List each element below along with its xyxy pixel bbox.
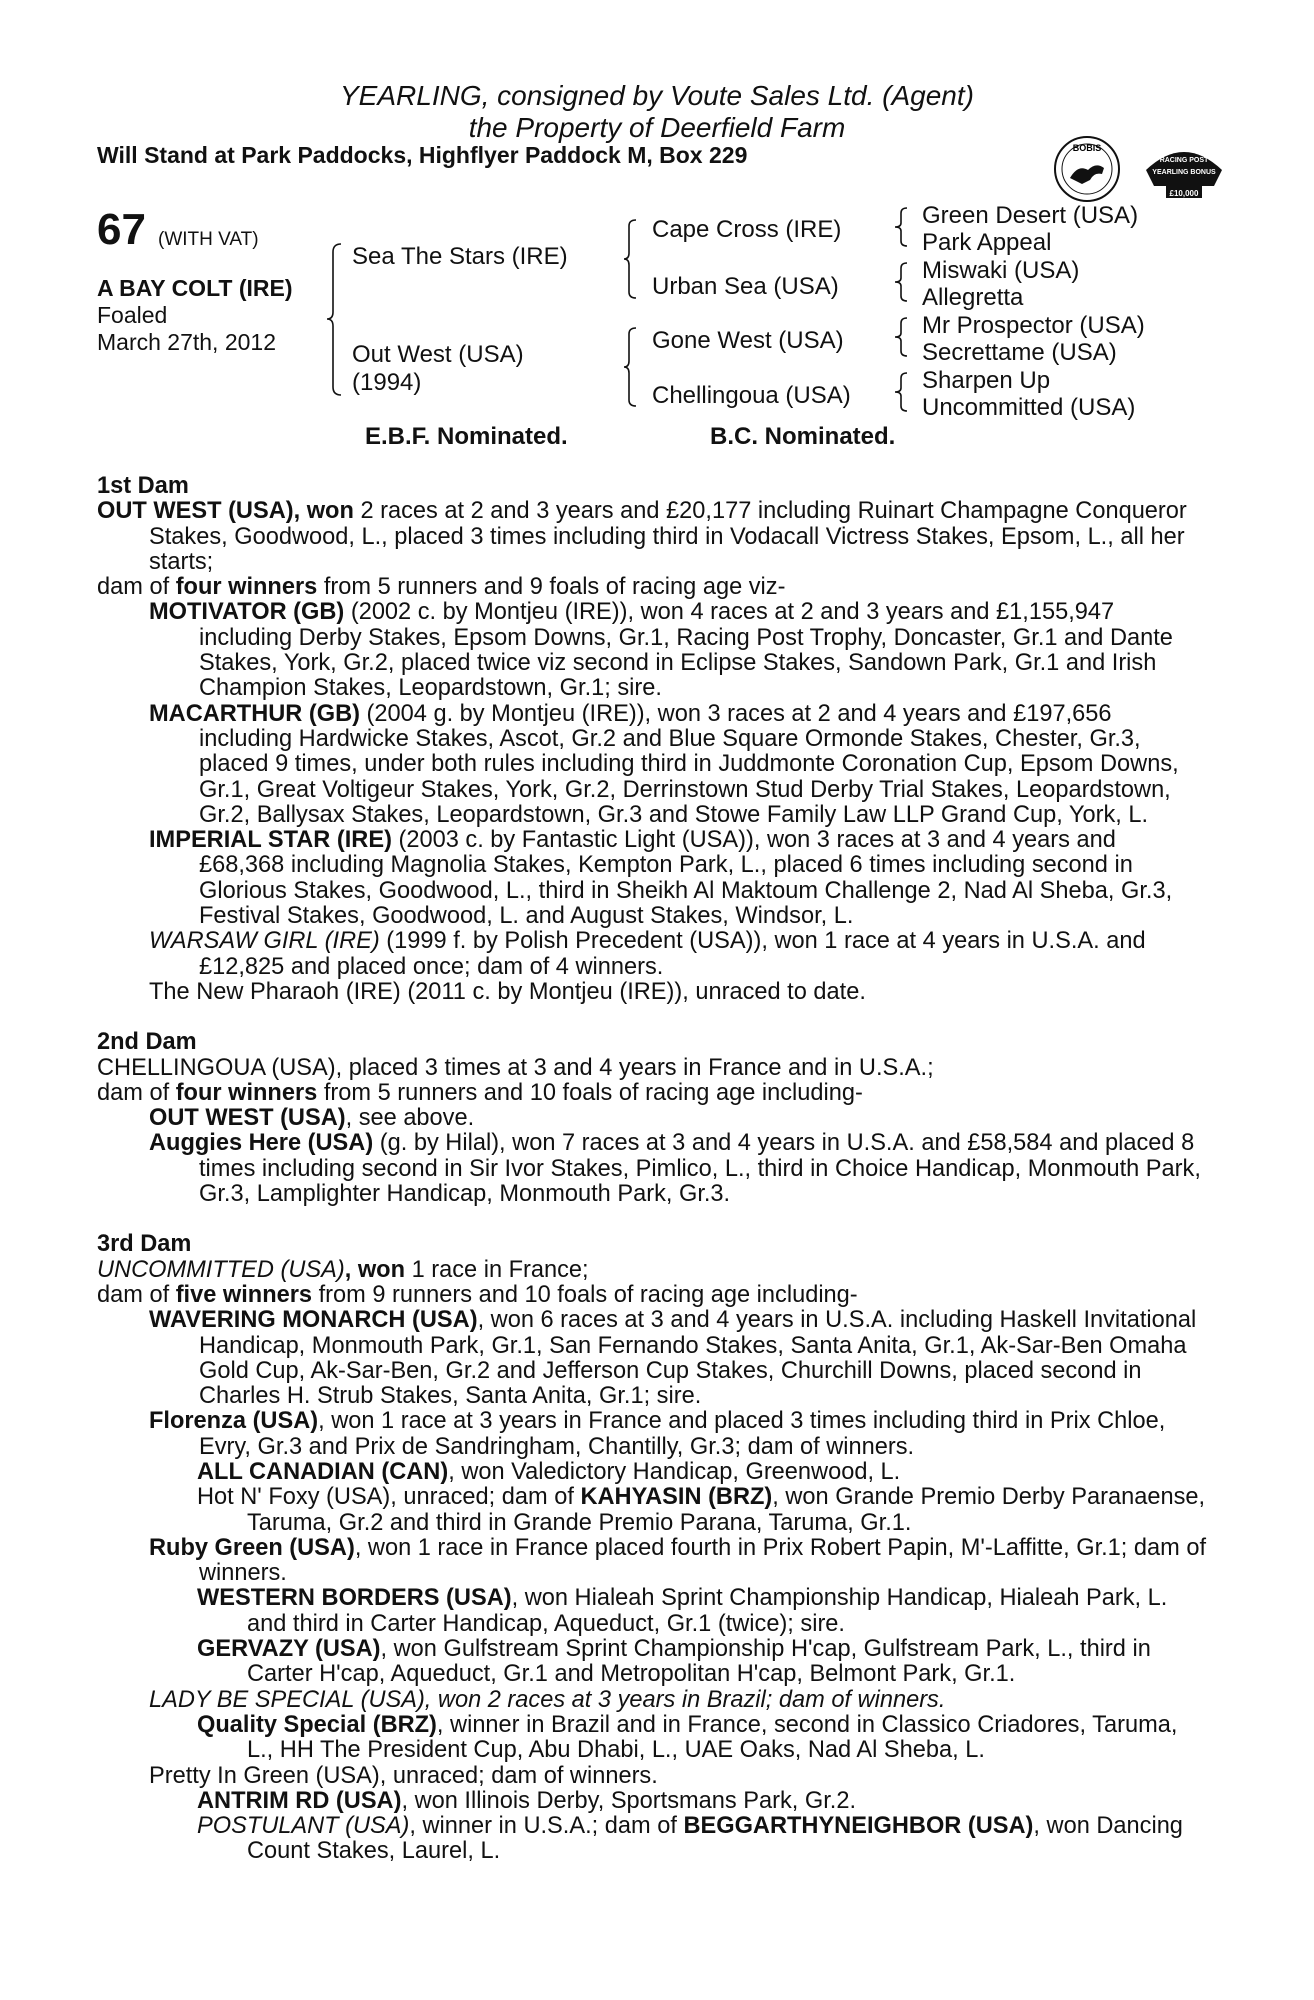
third-dam-intro-text: 1 race in France; [405,1256,589,1283]
entry-out-west [97,1106,1207,1131]
quality-special-text: , winner in Brazil and in France, second in Classico Criadores, Taruma, L., HH The President Cup, Abu Dhabi, L., UAE Oaks, Nad Al Sheba, L. [247,1711,1178,1764]
third-dam-name: UNCOMMITTED (USA) [97,1256,345,1283]
pedigree-brace-6 [893,316,913,358]
bc-nominated: B.C. Nominated. [710,423,896,450]
first-dam-dam-of: dam of [97,574,176,601]
pedigree-brace-3 [622,326,644,408]
first-dam-intro-text: 2 races at 2 and 3 years and £20,177 including Ruinart Champagne Conqueror Stakes, Goodwood, L., placed 3 times including third in Vodacall Victress Stakes, Epsom, L., all her starts; [149,498,1187,575]
consignor-line: YEARLING, consigned by Voute Sales Ltd. (Agent) [340,80,974,111]
pedigree-brace-4 [893,206,913,248]
pedigree-brace-7 [893,371,913,413]
antrim-rd-text: , won Illinois Derby, Sportsmans Park, Gr.2. [401,1787,857,1814]
ruby-green-text: , won 1 race in France placed fourth in Prix Robert Papin, M'-Laffitte, Gr.1; dam of winners. [199,1534,1207,1587]
pedigree-sss: Green Desert (USA) [922,202,1139,229]
second-dam-runners: from 5 runners and 10 foals of racing age including- [317,1079,863,1106]
property-line: the Property of Deerfield Farm [468,112,846,143]
motivator-text: (2002 c. by Montjeu (IRE)), won 4 races at 2 and 3 years and £1,155,947 including Derby Stakes, Epsom Downs, Gr.1, Racing Post Trophy, Doncaster, Gr.1 and Dante Stakes, York, Gr.2, placed twice viz second in Eclipse Stakes, Sandown Park, Gr.1 and Irish Champion Stakes, Leopardstown, Gr.1; sire. [199,599,1173,702]
florenza-name: Florenza (USA) [149,1408,319,1435]
first-dam-name: OUT WEST (USA), won [97,498,354,525]
entry-florenza [97,1409,1207,1460]
stand-location: Will Stand at Park Paddocks, Highflyer Paddock M, Box 229 [97,142,748,168]
foaled-label: Foaled [97,302,168,328]
entry-motivator [97,600,1207,701]
motivator-name: MOTIVATOR (GB) [149,599,345,626]
pedigree-brace-2 [622,218,644,300]
pedigree-sire-sire: Cape Cross (IRE) [652,216,842,243]
pedigree-brace-1 [325,242,349,397]
third-dam-produce-line [97,1283,1207,1308]
pedigree-dam-dam: Chellingoua (USA) [652,382,851,409]
entry-hot-n-foxy [97,1485,1207,1536]
entry-auggies-here [97,1131,1207,1207]
pedigree-dam: Out West (USA) [352,341,524,368]
entry-western-borders [97,1586,1207,1637]
pedigree-dss: Mr Prospector (USA) [922,312,1145,339]
third-dam-won: , won [344,1256,406,1283]
postulant-text: , winner in U.S.A.; dam of [409,1813,684,1840]
ruby-green-name: Ruby Green (USA) [149,1534,355,1561]
second-dam-produce-line [97,1081,1207,1106]
ebf-nominated: E.B.F. Nominated. [365,423,568,450]
pedigree-ddd: Uncommitted (USA) [922,394,1136,421]
all-canadian-name: ALL CANADIAN (CAN) [197,1458,449,1485]
macarthur-text: (2004 g. by Montjeu (IRE)), won 3 races at 2 and 4 years and £197,656 including Hardwicke Stakes, Ascot, Gr.2 and Blue Square Ormonde Stakes, Chester, Gr.3, placed 9 times, under both rules including third in Juddmonte Coronation Cup, Epsom Downs, Gr.1, Great Voltigeur Stakes, York, Gr.2, Derrinstown Stud Derby Trial Stakes, Leopardstown, Gr.2, Ballysax Stakes, Leopardstown, Gr.3 and Stowe Family Law LLP Grand Cup, York, L. [199,700,1179,828]
beggarthyneighbor-text: , won Dancing Count Stakes, Laurel, L. [247,1813,1183,1865]
foaled-date: March 27th, 2012 [97,329,277,355]
pedigree-sire-dam: Urban Sea (USA) [652,273,839,300]
entry-wavering-monarch [97,1308,1207,1409]
pedigree-dam-year: (1994) [352,369,422,396]
macarthur-name: MACARTHUR (GB) [149,700,360,727]
second-dam-intro: CHELLINGOUA (USA), placed 3 times at 3 and 4 years in France and in U.S.A.; [97,1054,934,1081]
entry-new-pharaoh: The New Pharaoh (IRE) (2011 c. by Montjeu (IRE)), unraced to date. [149,978,866,1005]
gervazy-text: , won Gulfstream Sprint Championship H'cap, Gulfstream Park, L., third in Carter H'cap, Aqueduct, Gr.1 and Metropolitan H'cap, Belmont Park, Gr.1. [247,1636,1151,1688]
entry-antrim-rd [97,1789,1207,1814]
pedigree-sire: Sea The Stars (IRE) [352,243,568,270]
pedigree-ssd: Park Appeal [922,229,1052,256]
first-dam-intro [97,499,1207,575]
beggarthyneighbor-name: BEGGARTHYNEIGHBOR (USA) [683,1813,1034,1840]
lot-number: 67 [97,205,146,254]
auggies-here-name: Auggies Here (USA) [149,1130,374,1157]
second-dam-dam-of: dam of [97,1079,176,1106]
entry-lady-be-special: LADY BE SPECIAL (USA), won 2 races at 3 years in Brazil; dam of winners. [149,1686,946,1713]
entry-imperial-star [97,828,1207,929]
western-borders-text: , won Hialeah Sprint Championship Handicap, Hialeah Park, L. and third in Carter Handicap, Aqueduct, Gr.1 (twice); sire. [247,1585,1168,1637]
out-west-name: OUT WEST (USA) [149,1105,346,1132]
pedigree-sdd: Allegretta [922,284,1024,311]
pedigree-dds: Sharpen Up [922,367,1051,394]
out-west-text: , see above. [345,1105,475,1132]
warsaw-girl-text: (1999 f. by Polish Precedent (USA)), won 1 race at 4 years in U.S.A. and £12,825 and placed once; dam of 4 winners. [199,928,1146,980]
pedigree-brace-5 [893,261,913,303]
first-dam-produce-line [97,575,1207,600]
bobis-logo [1052,134,1122,204]
kahyasin-text: , won Grande Premio Derby Paranaense, Taruma, Gr.2 and third in Grande Premio Parana, Taruma, Gr.1. [247,1484,1206,1536]
wavering-monarch-name: WAVERING MONARCH (USA) [149,1307,478,1334]
imperial-star-text: (2003 c. by Fantastic Light (USA)), won 3 races at 3 and 4 years and £68,368 including Magnolia Stakes, Kempton Park, L., placed 6 times including second in Glorious Stakes, Goodwood, L., third in Sheikh Al Maktoum Challenge 2, Nad Al Sheba, Gr.3, Festival Stakes, Goodwood, L. and August Stakes, Windsor, L. [199,827,1173,930]
warsaw-girl-name: WARSAW GIRL (IRE) [149,928,380,955]
quality-special-name: Quality Special (BRZ) [197,1711,437,1738]
third-dam-heading: 3rd Dam [97,1231,192,1258]
first-dam-winners: four winners [175,574,318,601]
gervazy-name: GERVAZY (USA) [197,1636,381,1663]
catalogue-body [97,474,1207,1865]
postulant-name: POSTULANT (USA) [197,1813,410,1840]
wavering-monarch-text: , won 6 races at 3 and 4 years in U.S.A. including Haskell Invitational Handicap, Monmouth Park, Gr.1, San Fernando Stakes, Santa Anita, Gr.1, Ak-Sar-Ben Omaha Gold Cup, Ak-Sar-Ben, Gr.2 and Jefferson Cup Stakes, Churchill Downs, placed second in Charles H. Strub Stakes, Santa Anita, Gr.1; sire. [199,1307,1197,1410]
first-dam-runners: from 5 runners and 9 foals of racing age viz- [317,574,786,601]
entry-postulant [97,1814,1207,1865]
pedigree-dsd: Secrettame (USA) [922,339,1117,366]
lot-description: A BAY COLT (IRE) [97,275,293,301]
pedigree-sds: Miswaki (USA) [922,257,1080,284]
florenza-text: , won 1 race at 3 years in France and placed 3 times including third in Prix Chloe, Evry, Gr.3 and Prix de Sandringham, Chantilly, Gr.3; dam of winners. [199,1408,1166,1460]
all-canadian-text: , won Valedictory Handicap, Greenwood, L. [448,1458,901,1485]
entry-gervazy [97,1637,1207,1688]
third-dam-intro [97,1258,1207,1283]
antrim-rd-name: ANTRIM RD (USA) [197,1787,402,1814]
second-dam-winners: four winners [175,1079,318,1106]
entry-macarthur [97,702,1207,828]
yearling-bonus-logo [1138,140,1230,204]
imperial-star-name: IMPERIAL STAR (IRE) [149,827,392,854]
western-borders-name: WESTERN BORDERS (USA) [197,1585,512,1612]
lot-vat: (WITH VAT) [158,229,259,250]
second-dam-heading: 2nd Dam [97,1029,197,1056]
hot-n-foxy-name: Hot N' Foxy (USA), unraced; dam of [197,1484,581,1511]
bonus-logo-mid: YEARLING BONUS [1152,169,1216,176]
bonus-logo-top: RACING POST [1159,157,1209,164]
auggies-here-text: (g. by Hilal), won 7 races at 3 and 4 years in U.S.A. and £58,584 and placed 8 times including second in Sir Ivor Stakes, Pimlico, L., third in Choice Handicap, Monmouth Park, Gr.3, Lamplighter Handicap, Monmouth Park, Gr.3. [199,1130,1201,1208]
entry-quality-special [97,1713,1207,1764]
third-dam-dam-of: dam of [97,1281,176,1308]
pedigree-dam-sire: Gone West (USA) [652,327,844,354]
bonus-logo-amount: £10,000 [1169,189,1199,198]
entry-ruby-green [97,1536,1207,1587]
entry-warsaw-girl [97,929,1207,980]
entry-pretty-in-green: Pretty In Green (USA), unraced; dam of winners. [149,1762,658,1789]
bobis-logo-text: BOBIS [1072,143,1102,153]
third-dam-winners: five winners [175,1281,313,1308]
entry-all-canadian [97,1460,1207,1485]
kahyasin-name: KAHYASIN (BRZ) [580,1484,773,1511]
first-dam-heading: 1st Dam [97,473,189,499]
third-dam-runners: from 9 runners and 10 foals of racing age including- [312,1281,858,1308]
